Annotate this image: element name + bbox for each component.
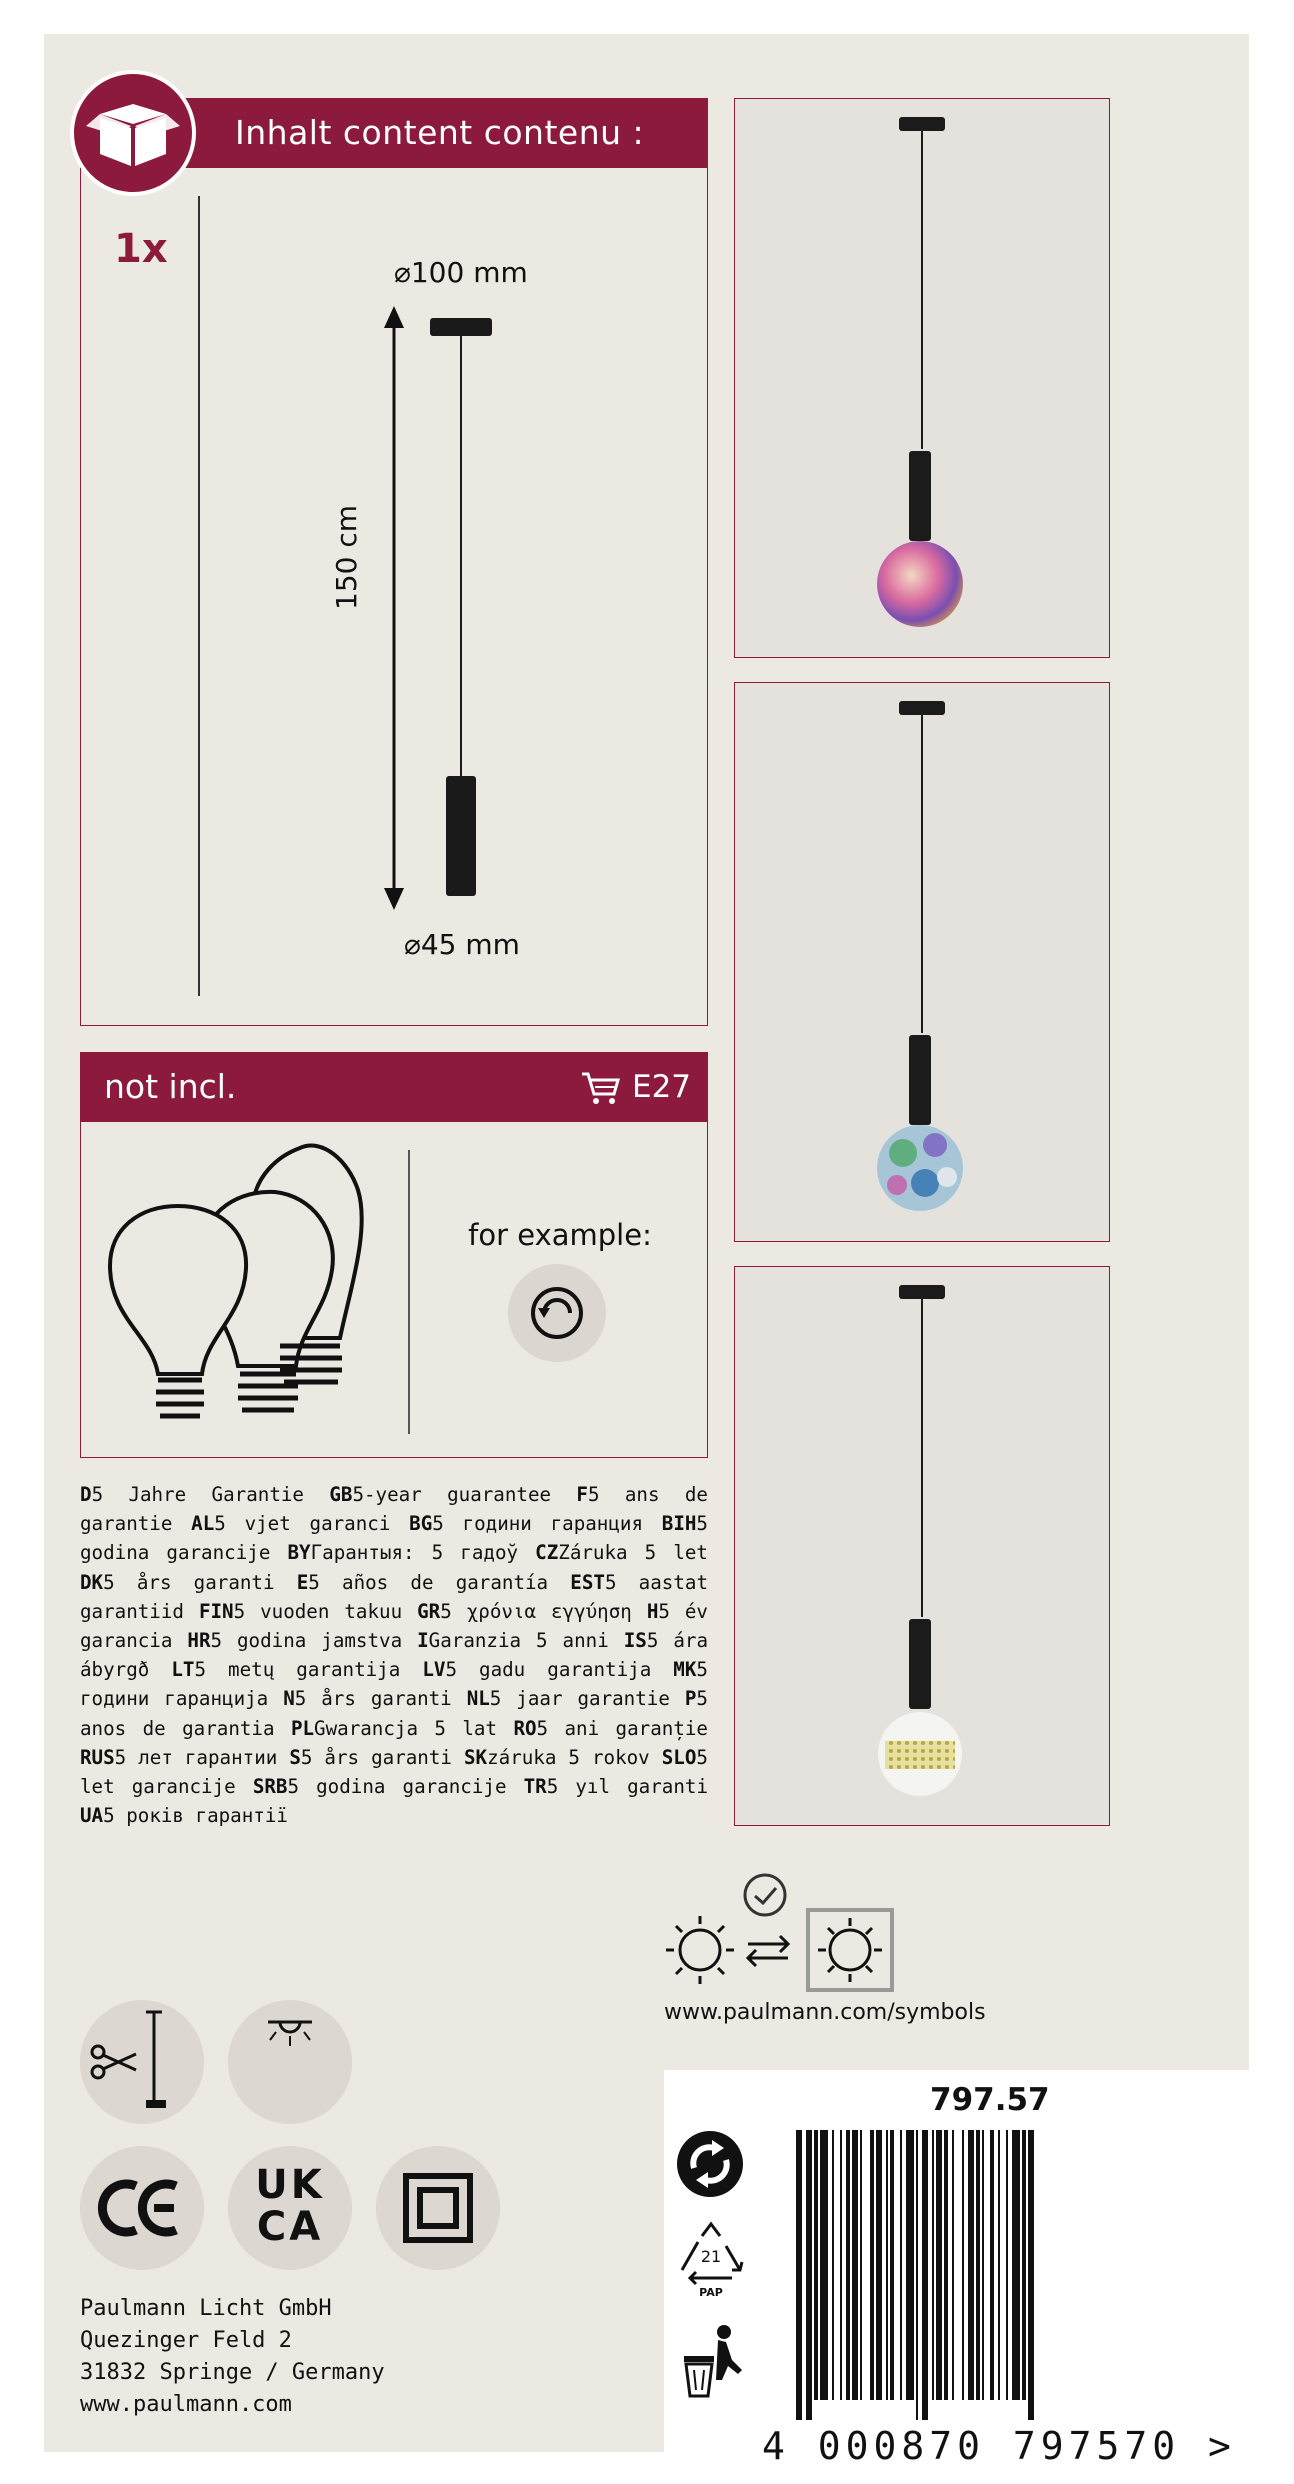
- guarantee-text-segment: 5 ans de garantie: [80, 1483, 708, 1536]
- guarantee-country-code: LT: [171, 1658, 195, 1682]
- guarantee-text-segment: Záruka 5 let: [558, 1541, 708, 1565]
- guarantee-text-segment: Gwarancja 5 lat: [314, 1716, 498, 1740]
- barcode-bar: [806, 2130, 812, 2420]
- guarantee-text-segment: 5 év garancia: [80, 1599, 708, 1653]
- guarantee-text-segment: 5-year guarantee: [352, 1483, 552, 1506]
- guarantee-country-code: RO: [513, 1716, 537, 1740]
- guarantee-text-segment: záruka 5 rokov: [487, 1745, 650, 1769]
- company-name: Paulmann Licht GmbH: [80, 2296, 332, 2321]
- shade-diameter-label: ⌀45 mm: [404, 928, 520, 961]
- cable-length-label: 150 cm: [330, 504, 363, 610]
- guarantee-country-code: SLO: [661, 1745, 697, 1769]
- guarantee-text-segment: 5 års garanti: [103, 1570, 275, 1594]
- guarantee-country-code: MK: [673, 1658, 697, 1682]
- barcode-bar: [900, 2130, 902, 2400]
- guarantee-country-code: RUS: [80, 1745, 115, 1769]
- guarantee-country-code: P: [684, 1687, 697, 1711]
- recycling-icon: [676, 2220, 746, 2300]
- guarantee-country-code: H: [646, 1599, 659, 1623]
- guarantee-text-segment: 5 χρόνια εγγύηση: [440, 1599, 632, 1623]
- guarantee-text-segment: 5 års garanti: [294, 1687, 452, 1711]
- barcode-bar: [976, 2130, 980, 2400]
- guarantee-text-segment: 5 gadu garantija: [445, 1658, 652, 1682]
- company-city: 31832 Springe / Germany: [80, 2360, 385, 2385]
- barcode-bar: [968, 2130, 974, 2400]
- company-address: [80, 2293, 385, 2421]
- barcode-bar: [922, 2130, 928, 2420]
- barcode-bar: [1012, 2130, 1020, 2400]
- guarantee-text-segment: 5 лет гарантии: [114, 1745, 278, 1769]
- guarantee-text-segment: 5 godina jamstva: [210, 1629, 403, 1653]
- guarantee-text-segment: Garanzia 5 anni: [428, 1629, 609, 1653]
- barcode-bar: [944, 2130, 948, 2400]
- barcode-bar: [936, 2130, 942, 2400]
- dimmer-icon: [508, 1264, 606, 1362]
- barcode-bar: [962, 2130, 964, 2400]
- guarantee-country-code: EST: [570, 1570, 605, 1594]
- barcode-bar: [886, 2130, 888, 2400]
- canopy-diameter-label: ⌀100 mm: [394, 256, 528, 289]
- not-included-divider: [408, 1150, 410, 1434]
- green-dot-icon: [674, 2128, 746, 2200]
- barcode-bar: [990, 2130, 994, 2400]
- ceiling-light-icon: [228, 2000, 352, 2124]
- guarantee-country-code: AL: [191, 1512, 215, 1536]
- guarantee-country-code: FIN: [198, 1599, 234, 1623]
- guarantee-text-segment: 5 jaar garantie: [489, 1687, 670, 1711]
- guarantee-country-code: D: [80, 1483, 92, 1506]
- guarantee-text-segment: 5 godina garancije: [80, 1512, 708, 1565]
- barcode-bar: [820, 2130, 828, 2400]
- guarantee-text-segment: 5 års garanti: [300, 1745, 452, 1769]
- content-title: Inhalt content contenu :: [235, 113, 645, 152]
- guarantee-country-code: DK: [80, 1570, 104, 1594]
- barcode-bar: [852, 2130, 858, 2400]
- guarantee-country-code: TR: [523, 1775, 547, 1799]
- barcode-bar: [796, 2130, 802, 2420]
- guarantee-text-segment: 5 години гаранция: [432, 1512, 644, 1536]
- cart-icon: [580, 1068, 620, 1106]
- guarantee-country-code: PL: [290, 1716, 315, 1740]
- barcode-bar: [860, 2130, 862, 2400]
- product-photo-floral: [734, 682, 1110, 1242]
- quantity-label: 1x: [114, 226, 168, 272]
- guarantee-text-segment: 5 godina garancije: [287, 1775, 507, 1799]
- guarantee-text-segment: Гарантыя: 5 гадоў: [310, 1541, 519, 1565]
- guarantee-country-code: SRB: [252, 1775, 288, 1799]
- guarantee-country-code: E: [296, 1570, 309, 1594]
- guarantee-text-segment: 5 ára ábyrgð: [80, 1629, 709, 1682]
- barcode-bar: [870, 2130, 874, 2400]
- product-photo-gold: [734, 1266, 1110, 1826]
- barcode-bar: [814, 2130, 818, 2400]
- barcode-digits: 4 000870 797570 >: [762, 2424, 1236, 2468]
- guarantee-text-segment: 5 vjet garanci: [214, 1512, 391, 1536]
- barcode-bar: [932, 2130, 934, 2400]
- ce-mark-icon: [80, 2146, 204, 2270]
- content-divider: [198, 196, 200, 996]
- guarantee-text-segment: 5 vuoden takuu: [233, 1599, 403, 1623]
- company-street: Quezinger Feld 2: [80, 2328, 292, 2353]
- guarantee-text-segment: 5 aastat garantiid: [80, 1570, 708, 1623]
- recycling-material: PAP: [699, 2286, 723, 2299]
- barcode-bar: [906, 2130, 914, 2400]
- ukca-line2: CA: [256, 2204, 324, 2250]
- ukca-mark-icon: [228, 2146, 352, 2270]
- guarantee-text-segment: 5 ani garanție: [536, 1716, 708, 1740]
- guarantee-country-code: IS: [623, 1629, 647, 1653]
- guarantee-text-segment: 5 Jahre Garantie: [91, 1483, 304, 1506]
- barcode-bar: [890, 2130, 894, 2400]
- guarantee-country-code: CZ: [535, 1541, 559, 1565]
- guarantee-country-code: LV: [422, 1658, 446, 1682]
- barcode-bar: [840, 2130, 842, 2400]
- guarantee-country-code: BG: [409, 1512, 433, 1536]
- guarantee-text-segment: 5 anos de garantia: [80, 1687, 708, 1740]
- ean-barcode: [796, 2130, 1176, 2420]
- guarantee-country-code: BIH: [661, 1512, 697, 1536]
- guarantee-country-code: S: [289, 1745, 301, 1769]
- company-web: www.paulmann.com: [80, 2392, 292, 2417]
- barcode-bar: [1028, 2130, 1034, 2420]
- class-ii-icon: [376, 2146, 500, 2270]
- guarantee-country-code: GR: [417, 1599, 441, 1623]
- guarantee-country-code: BY: [287, 1541, 311, 1565]
- symbols-url: www.paulmann.com/symbols: [664, 2000, 986, 2025]
- barcode-bar: [982, 2130, 984, 2400]
- guarantee-country-code: N: [283, 1687, 295, 1711]
- guarantee-text-segment: 5 yıl garanti: [546, 1775, 708, 1799]
- guarantee-country-code: GB: [329, 1483, 353, 1506]
- ukca-line1: UK: [255, 2162, 325, 2208]
- barcode-bar: [952, 2130, 954, 2400]
- guarantee-text-segment: 5 let garancije: [80, 1745, 708, 1799]
- guarantee-text-segment: 5 metų garantija: [194, 1658, 401, 1682]
- guarantee-text-segment: 5 років гарантії: [103, 1804, 288, 1828]
- guarantee-text-segment: 5 години гаранција: [80, 1658, 708, 1711]
- not-included-label: not incl.: [104, 1067, 237, 1106]
- open-box-icon: [70, 70, 196, 196]
- light-color-swap-icon: [660, 1908, 896, 1992]
- recycling-code: 21: [700, 2247, 722, 2266]
- scissors-cut-icon: [80, 2000, 204, 2124]
- article-number: 797.57: [930, 2082, 1050, 2118]
- guarantee-country-code: HR: [187, 1629, 211, 1653]
- guarantee-country-code: I: [417, 1629, 429, 1653]
- socket-type-label: E27: [632, 1069, 692, 1105]
- barcode-bar: [1006, 2130, 1008, 2400]
- guarantee-country-code: F: [576, 1483, 588, 1506]
- guarantee-text: [80, 1480, 708, 1830]
- barcode-bar: [998, 2130, 1000, 2400]
- barcode-bar: [1022, 2130, 1026, 2400]
- guarantee-country-code: SK: [463, 1745, 488, 1769]
- pendant-dimension-drawing: [340, 300, 520, 930]
- guarantee-text-segment: 5 años de garantía: [308, 1570, 549, 1594]
- guarantee-country-code: UA: [80, 1804, 104, 1828]
- weee-bin-icon: [676, 2320, 748, 2400]
- guarantee-country-code: NL: [466, 1687, 490, 1711]
- for-example-label: for example:: [468, 1218, 652, 1252]
- barcode-bar: [916, 2130, 918, 2420]
- product-photo-iridescent: [734, 98, 1110, 658]
- barcode-bar: [846, 2130, 850, 2400]
- barcode-bar: [876, 2130, 882, 2400]
- barcode-bar: [832, 2130, 834, 2400]
- bulb-shapes-illustration: [100, 1140, 390, 1440]
